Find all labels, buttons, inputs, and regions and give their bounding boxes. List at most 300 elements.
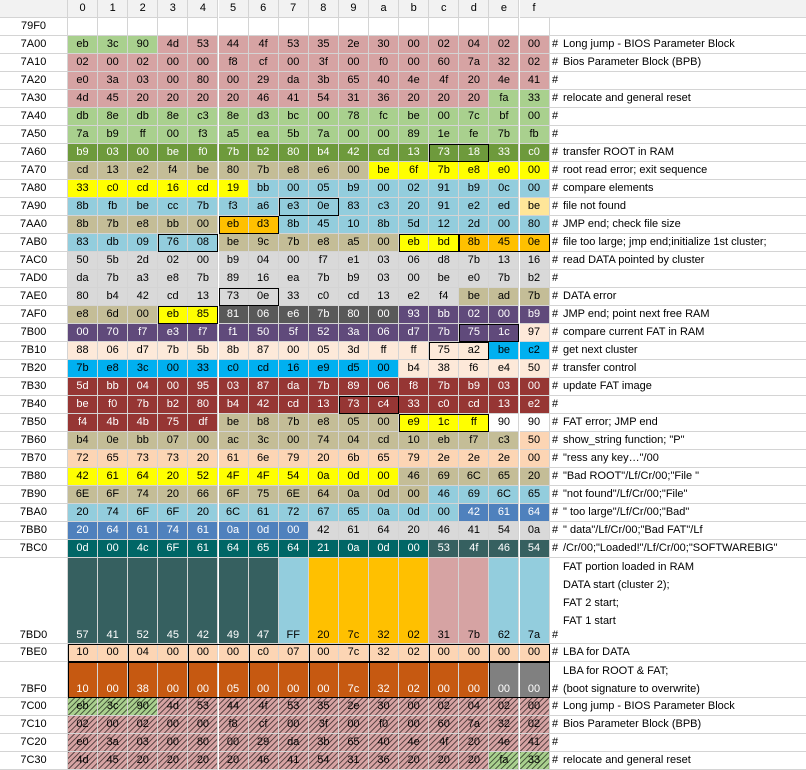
hex-cell[interactable]: 00 (399, 698, 429, 716)
hex-cell[interactable]: 80 (339, 306, 369, 324)
hex-cell[interactable]: 42 (339, 144, 369, 162)
hex-cell[interactable]: 41 (520, 72, 550, 90)
hex-cell[interactable]: c0 (249, 644, 279, 662)
hex-cell[interactable]: 00 (309, 662, 339, 698)
hex-cell[interactable]: f7 (459, 432, 489, 450)
hex-cell[interactable]: 6e (249, 450, 279, 468)
hex-cell[interactable]: 42 (309, 522, 339, 540)
hex-cell[interactable]: 20 (399, 90, 429, 108)
hex-cell[interactable]: 04 (128, 378, 158, 396)
hex-cell[interactable]: f0 (188, 144, 218, 162)
hex-cell[interactable]: 0a (369, 504, 399, 522)
hex-cell[interactable]: 90 (128, 36, 158, 54)
hex-cell[interactable]: fa (489, 752, 519, 770)
hex-cell[interactable]: 3a (98, 734, 128, 752)
hex-cell[interactable]: 03 (98, 144, 128, 162)
hex-cell[interactable]: eb (68, 698, 98, 716)
column-header[interactable]: a (369, 0, 399, 18)
hex-cell[interactable]: 20 (188, 450, 218, 468)
hex-cell[interactable]: 45 (489, 234, 519, 252)
hex-cell[interactable]: 3a (339, 324, 369, 342)
hex-cell[interactable]: 97 (520, 324, 550, 342)
hex-cell[interactable]: b4 (399, 360, 429, 378)
hex-cell[interactable]: 8b (459, 234, 489, 252)
hex-cell[interactable]: b8 (249, 414, 279, 432)
hex-cell[interactable]: 8b (369, 216, 399, 234)
row-address-label[interactable]: 7C10 (0, 716, 68, 734)
hex-cell[interactable]: 90 (520, 414, 550, 432)
hex-cell[interactable]: 00 (158, 662, 188, 698)
hex-cell[interactable]: 66 (188, 486, 218, 504)
hex-cell[interactable]: e9 (309, 360, 339, 378)
hex-cell[interactable]: c0 (219, 360, 249, 378)
hex-cell[interactable]: 69 (429, 468, 459, 486)
hex-cell[interactable]: 3d (339, 342, 369, 360)
hex-cell[interactable]: 32 (369, 644, 399, 662)
hex-cell[interactable]: 06 (369, 324, 399, 342)
hex-cell[interactable]: f4 (158, 162, 188, 180)
hex-cell[interactable]: 00 (219, 644, 249, 662)
hex-cell[interactable] (219, 18, 249, 36)
hex-cell[interactable]: 33 (520, 90, 550, 108)
hex-cell[interactable]: 52 (128, 558, 158, 644)
hex-cell[interactable]: ea (249, 126, 279, 144)
hex-cell[interactable]: 04 (459, 36, 489, 54)
hex-cell[interactable]: 33 (520, 752, 550, 770)
hex-cell[interactable]: 87 (249, 378, 279, 396)
hex-cell[interactable]: bf (489, 108, 519, 126)
hex-cell[interactable]: b9 (339, 180, 369, 198)
hex-cell[interactable]: 31 (429, 558, 459, 644)
hex-cell[interactable]: bb (98, 378, 128, 396)
row-address-label[interactable]: 7B60 (0, 432, 68, 450)
hex-cell[interactable]: 73 (219, 288, 249, 306)
hex-cell[interactable]: 74 (98, 504, 128, 522)
hex-cell[interactable]: 00 (98, 540, 128, 558)
row-address-label[interactable]: 7A80 (0, 180, 68, 198)
hex-cell[interactable]: 5d (68, 378, 98, 396)
hex-cell[interactable]: 6d (98, 306, 128, 324)
hex-cell[interactable]: 8e (219, 108, 249, 126)
hex-cell[interactable]: e2 (520, 396, 550, 414)
hex-cell[interactable]: 80 (520, 216, 550, 234)
hex-cell[interactable]: 90 (128, 698, 158, 716)
hex-cell[interactable]: 74 (309, 432, 339, 450)
column-header[interactable]: 0 (68, 0, 98, 18)
hex-cell[interactable]: 65 (489, 468, 519, 486)
hex-cell[interactable]: 1c (429, 414, 459, 432)
hex-cell[interactable]: 00 (339, 162, 369, 180)
hex-cell[interactable]: 7c (339, 662, 369, 698)
hex-cell[interactable]: 35 (309, 698, 339, 716)
hex-cell[interactable]: f1 (219, 324, 249, 342)
hex-cell[interactable]: 4d (68, 90, 98, 108)
hex-cell[interactable]: 2e (459, 450, 489, 468)
hex-cell[interactable]: cd (68, 162, 98, 180)
hex-cell[interactable]: c2 (520, 342, 550, 360)
hex-cell[interactable]: 00 (520, 450, 550, 468)
row-address-label[interactable]: 7A00 (0, 36, 68, 54)
hex-cell[interactable] (279, 18, 309, 36)
hex-cell[interactable]: 75 (429, 342, 459, 360)
hex-cell[interactable]: 41 (520, 734, 550, 752)
hex-cell[interactable]: 6E (279, 486, 309, 504)
hex-cell[interactable]: 47 (249, 558, 279, 644)
hex-cell[interactable]: 13 (98, 162, 128, 180)
hex-cell[interactable]: b2 (520, 270, 550, 288)
hex-cell[interactable]: b2 (249, 144, 279, 162)
hex-cell[interactable]: b9 (459, 378, 489, 396)
hex-cell[interactable]: 20 (219, 90, 249, 108)
hex-cell[interactable] (68, 18, 98, 36)
hex-cell[interactable]: 00 (68, 324, 98, 342)
row-address-label[interactable]: 7AC0 (0, 252, 68, 270)
hex-cell[interactable]: 03 (369, 252, 399, 270)
hex-cell[interactable]: 3b (309, 72, 339, 90)
hex-cell[interactable]: 4b (128, 414, 158, 432)
hex-cell[interactable]: 32 (489, 716, 519, 734)
hex-cell[interactable]: b2 (158, 396, 188, 414)
hex-cell[interactable]: 00 (219, 72, 249, 90)
hex-cell[interactable] (369, 18, 399, 36)
hex-cell[interactable]: 00 (98, 54, 128, 72)
hex-cell[interactable]: 52 (309, 324, 339, 342)
hex-cell[interactable]: be (429, 270, 459, 288)
hex-cell[interactable]: 31 (339, 90, 369, 108)
hex-cell[interactable]: 00 (520, 180, 550, 198)
hex-cell[interactable]: 40 (369, 72, 399, 90)
hex-cell[interactable]: 6C (489, 486, 519, 504)
hex-cell[interactable]: 85 (188, 306, 218, 324)
hex-cell[interactable]: 6f (399, 162, 429, 180)
hex-cell[interactable]: be (188, 162, 218, 180)
hex-cell[interactable]: fa (489, 90, 519, 108)
hex-cell[interactable]: 05 (309, 342, 339, 360)
row-address-label[interactable]: 7B30 (0, 378, 68, 396)
hex-cell[interactable]: 00 (520, 698, 550, 716)
hex-cell[interactable]: 60 (429, 716, 459, 734)
hex-cell[interactable]: 65 (369, 450, 399, 468)
hex-cell[interactable]: cd (158, 288, 188, 306)
hex-cell[interactable]: 65 (339, 504, 369, 522)
row-address-label[interactable]: 7AB0 (0, 234, 68, 252)
hex-cell[interactable]: 13 (489, 396, 519, 414)
hex-cell[interactable]: 00 (369, 234, 399, 252)
hex-cell[interactable]: 44 (219, 698, 249, 716)
hex-cell[interactable]: 02 (429, 698, 459, 716)
hex-cell[interactable]: 00 (279, 252, 309, 270)
hex-cell[interactable]: 00 (98, 662, 128, 698)
hex-cell[interactable]: bb (429, 306, 459, 324)
hex-cell[interactable]: 0d (369, 486, 399, 504)
hex-cell[interactable]: 40 (369, 734, 399, 752)
hex-cell[interactable]: e8 (128, 216, 158, 234)
hex-cell[interactable]: 3c (98, 36, 128, 54)
hex-cell[interactable]: 20 (188, 90, 218, 108)
hex-cell[interactable]: bb (158, 216, 188, 234)
hex-cell[interactable]: 61 (188, 540, 218, 558)
hex-cell[interactable]: 41 (279, 90, 309, 108)
hex-cell[interactable]: 06 (249, 306, 279, 324)
hex-cell[interactable]: 7b (459, 558, 489, 644)
hex-cell[interactable]: 00 (520, 162, 550, 180)
hex-cell[interactable]: 61 (339, 522, 369, 540)
hex-cell[interactable]: 06 (399, 252, 429, 270)
hex-cell[interactable]: 7b (489, 270, 519, 288)
hex-cell[interactable]: ed (489, 198, 519, 216)
hex-cell[interactable]: f7 (128, 324, 158, 342)
hex-cell[interactable]: e0 (68, 72, 98, 90)
hex-cell[interactable]: e2 (459, 198, 489, 216)
hex-cell[interactable]: 3f (309, 716, 339, 734)
hex-cell[interactable]: 8b (68, 198, 98, 216)
row-address-label[interactable]: 7A50 (0, 126, 68, 144)
hex-cell[interactable]: 00 (128, 306, 158, 324)
hex-cell[interactable]: 00 (369, 468, 399, 486)
hex-cell[interactable]: 20 (219, 752, 249, 770)
hex-cell[interactable]: 53 (279, 698, 309, 716)
hex-cell[interactable]: be (128, 198, 158, 216)
hex-cell[interactable]: 00 (279, 342, 309, 360)
hex-cell[interactable]: 41 (98, 558, 128, 644)
hex-cell[interactable]: e2 (128, 162, 158, 180)
hex-cell[interactable] (98, 18, 128, 36)
hex-cell[interactable]: 4f (249, 36, 279, 54)
hex-cell[interactable]: 32 (369, 662, 399, 698)
hex-cell[interactable]: 7b (68, 360, 98, 378)
hex-cell[interactable]: e8 (98, 360, 128, 378)
hex-cell[interactable]: 41 (459, 522, 489, 540)
hex-cell[interactable]: 02 (399, 644, 429, 662)
hex-cell[interactable]: 00 (98, 716, 128, 734)
row-address-label[interactable]: 79F0 (0, 18, 68, 36)
hex-cell[interactable]: 00 (369, 414, 399, 432)
hex-cell[interactable]: 7b (309, 306, 339, 324)
hex-cell[interactable]: 46 (249, 752, 279, 770)
hex-cell[interactable]: 65 (520, 486, 550, 504)
hex-cell[interactable]: be (68, 396, 98, 414)
hex-cell[interactable]: 4e (489, 72, 519, 90)
column-header[interactable]: d (459, 0, 489, 18)
hex-cell[interactable]: 8e (98, 108, 128, 126)
hex-cell[interactable]: 20 (68, 522, 98, 540)
hex-cell[interactable]: 4d (158, 36, 188, 54)
hex-cell[interactable]: 64 (309, 486, 339, 504)
hex-cell[interactable]: 53 (429, 540, 459, 558)
hex-cell[interactable]: a5 (339, 234, 369, 252)
hex-cell[interactable]: 54 (309, 90, 339, 108)
hex-cell[interactable]: 8b (68, 216, 98, 234)
hex-cell[interactable]: 90 (489, 414, 519, 432)
hex-cell[interactable]: 74 (128, 486, 158, 504)
hex-cell[interactable]: fb (98, 198, 128, 216)
row-address-label[interactable]: 7A60 (0, 144, 68, 162)
hex-cell[interactable]: 33 (68, 180, 98, 198)
hex-cell[interactable]: 10 (68, 662, 98, 698)
row-address-label[interactable]: 7AF0 (0, 306, 68, 324)
hex-cell[interactable]: 03 (489, 378, 519, 396)
row-address-label[interactable]: 7BE0 (0, 644, 68, 662)
hex-cell[interactable] (489, 18, 519, 36)
hex-cell[interactable]: e3 (158, 324, 188, 342)
hex-cell[interactable]: 02 (399, 180, 429, 198)
hex-cell[interactable]: e6 (309, 162, 339, 180)
hex-cell[interactable]: cd (369, 144, 399, 162)
hex-cell[interactable]: 7a (459, 716, 489, 734)
hex-cell[interactable]: eb (158, 306, 188, 324)
hex-cell[interactable]: 00 (158, 360, 188, 378)
hex-cell[interactable] (339, 18, 369, 36)
hex-cell[interactable]: 7b (489, 126, 519, 144)
hex-cell[interactable]: cf (249, 716, 279, 734)
hex-cell[interactable]: 74 (158, 522, 188, 540)
hex-cell[interactable]: ff (399, 342, 429, 360)
hex-cell[interactable]: 10 (68, 644, 98, 662)
row-address-label[interactable]: 7AA0 (0, 216, 68, 234)
hex-cell[interactable]: 7b (98, 216, 128, 234)
hex-cell[interactable] (249, 18, 279, 36)
hex-cell[interactable]: 4b (98, 414, 128, 432)
hex-cell[interactable]: 05 (309, 180, 339, 198)
hex-cell[interactable]: 6F (128, 504, 158, 522)
hex-cell[interactable]: b9 (98, 126, 128, 144)
hex-cell[interactable]: 45 (309, 216, 339, 234)
hex-cell[interactable]: 80 (188, 396, 218, 414)
hex-cell[interactable]: 00 (520, 644, 550, 662)
hex-cell[interactable]: f7 (188, 324, 218, 342)
hex-cell[interactable]: 2e (429, 450, 459, 468)
hex-cell[interactable]: 30 (369, 698, 399, 716)
hex-cell[interactable]: 2d (459, 216, 489, 234)
hex-cell[interactable]: 7b (429, 324, 459, 342)
row-address-label[interactable]: 7C30 (0, 752, 68, 770)
hex-cell[interactable]: 64 (369, 522, 399, 540)
hex-cell[interactable]: 00 (459, 644, 489, 662)
hex-cell[interactable]: 20 (429, 90, 459, 108)
hex-cell[interactable]: 00 (188, 716, 218, 734)
hex-cell[interactable]: 20 (429, 752, 459, 770)
hex-cell[interactable]: 16 (520, 252, 550, 270)
hex-cell[interactable]: cd (369, 432, 399, 450)
hex-cell[interactable]: 03 (219, 378, 249, 396)
hex-cell[interactable]: 00 (188, 216, 218, 234)
hex-cell[interactable]: 00 (520, 662, 550, 698)
hex-cell[interactable]: 8b (219, 342, 249, 360)
hex-cell[interactable]: 8b (279, 216, 309, 234)
hex-cell[interactable]: cd (128, 180, 158, 198)
hex-cell[interactable]: eb (219, 216, 249, 234)
hex-cell[interactable]: ac (219, 432, 249, 450)
hex-cell[interactable]: 65 (98, 450, 128, 468)
hex-cell[interactable]: 7c (459, 108, 489, 126)
hex-cell[interactable]: b4 (68, 432, 98, 450)
hex-cell[interactable]: db (68, 108, 98, 126)
hex-cell[interactable]: db (128, 108, 158, 126)
hex-cell[interactable]: 00 (219, 734, 249, 752)
hex-cell[interactable]: 13 (489, 252, 519, 270)
hex-cell[interactable]: 03 (128, 734, 158, 752)
hex-cell[interactable]: c0 (429, 396, 459, 414)
hex-cell[interactable]: 02 (489, 36, 519, 54)
hex-cell[interactable]: 87 (249, 342, 279, 360)
hex-cell[interactable]: 46 (429, 486, 459, 504)
hex-cell[interactable]: e8 (279, 162, 309, 180)
hex-cell[interactable]: 69 (459, 486, 489, 504)
hex-cell[interactable]: 0d (339, 468, 369, 486)
hex-cell[interactable]: 16 (249, 270, 279, 288)
row-address-label[interactable]: 7B90 (0, 486, 68, 504)
hex-cell[interactable]: bc (279, 108, 309, 126)
hex-cell[interactable]: 4f (429, 72, 459, 90)
hex-cell[interactable]: be (219, 414, 249, 432)
hex-cell[interactable]: 00 (459, 662, 489, 698)
row-address-label[interactable]: 7B20 (0, 360, 68, 378)
hex-cell[interactable]: 00 (369, 360, 399, 378)
hex-cell[interactable]: 20 (399, 522, 429, 540)
hex-cell[interactable]: 91 (429, 180, 459, 198)
row-address-label[interactable]: 7BF0 (0, 662, 68, 698)
hex-cell[interactable]: 02 (459, 306, 489, 324)
hex-cell[interactable]: 2e (339, 698, 369, 716)
hex-cell[interactable]: 20 (128, 752, 158, 770)
hex-cell[interactable]: 38 (128, 662, 158, 698)
hex-cell[interactable]: 50 (520, 432, 550, 450)
hex-cell[interactable]: 45 (98, 90, 128, 108)
hex-cell[interactable]: 20 (399, 752, 429, 770)
hex-cell[interactable]: 00 (399, 270, 429, 288)
hex-cell[interactable]: 3c (249, 432, 279, 450)
hex-cell[interactable]: 00 (520, 36, 550, 54)
hex-cell[interactable]: 00 (279, 432, 309, 450)
hex-cell[interactable]: 00 (399, 36, 429, 54)
row-address-label[interactable]: 7BD0 (0, 558, 68, 644)
hex-cell[interactable]: 00 (369, 306, 399, 324)
hex-cell[interactable]: 0e (309, 198, 339, 216)
row-address-label[interactable]: 7A90 (0, 198, 68, 216)
hex-cell[interactable]: 02 (489, 698, 519, 716)
column-header[interactable]: c (429, 0, 459, 18)
column-header[interactable]: 3 (158, 0, 188, 18)
hex-cell[interactable]: f3 (188, 126, 218, 144)
hex-cell[interactable]: 13 (188, 288, 218, 306)
hex-cell[interactable]: 7b (98, 270, 128, 288)
hex-cell[interactable]: 38 (429, 360, 459, 378)
hex-cell[interactable]: be (219, 234, 249, 252)
column-header[interactable]: e (489, 0, 519, 18)
hex-cell[interactable]: 7b (188, 270, 218, 288)
hex-cell[interactable]: cd (188, 180, 218, 198)
hex-cell[interactable]: 16 (279, 360, 309, 378)
hex-cell[interactable]: 4c (128, 540, 158, 558)
hex-cell[interactable]: 0a (219, 522, 249, 540)
hex-cell[interactable]: 33 (279, 288, 309, 306)
hex-cell[interactable]: 45 (98, 752, 128, 770)
hex-cell[interactable]: 36 (369, 90, 399, 108)
hex-cell[interactable]: 7b (309, 378, 339, 396)
hex-cell[interactable]: 00 (429, 662, 459, 698)
hex-cell[interactable]: b4 (98, 288, 128, 306)
hex-cell[interactable]: f8 (219, 54, 249, 72)
hex-cell[interactable]: ea (279, 270, 309, 288)
hex-cell[interactable]: 7b (188, 198, 218, 216)
hex-cell[interactable]: 7b (520, 288, 550, 306)
hex-cell[interactable]: 41 (279, 752, 309, 770)
hex-cell[interactable]: be (489, 342, 519, 360)
hex-cell[interactable]: d7 (399, 324, 429, 342)
hex-cell[interactable]: 4f (249, 698, 279, 716)
hex-cell[interactable]: 16 (158, 180, 188, 198)
hex-cell[interactable]: 60 (429, 54, 459, 72)
